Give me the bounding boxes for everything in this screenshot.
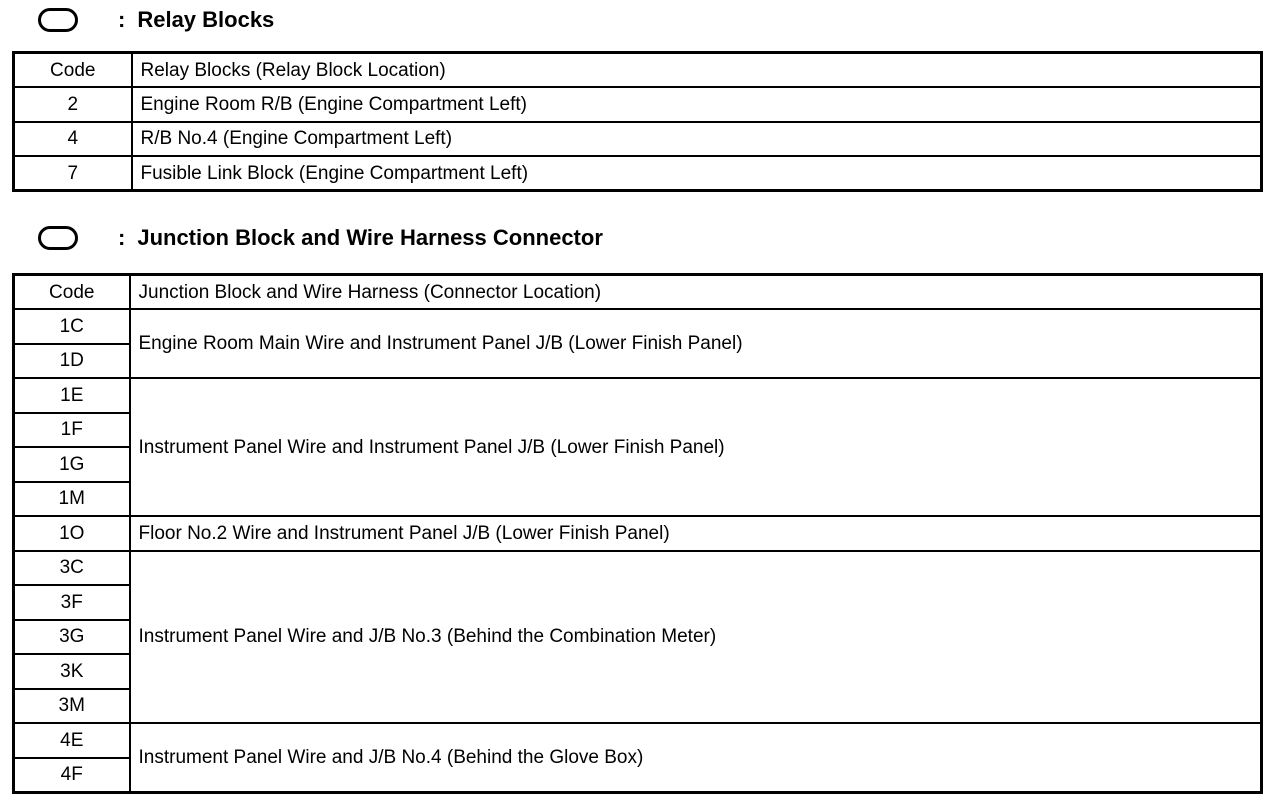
connector-location: Instrument Panel Wire and Instrument Panel J/B (Lower Finish Panel) <box>130 378 1262 516</box>
connector-code: 4F <box>14 758 130 793</box>
relay-location: Fusible Link Block (Engine Compartment Left) <box>132 156 1262 191</box>
connector-code: 3F <box>14 585 130 620</box>
code-header: Code <box>14 275 130 310</box>
connector-code: 3C <box>14 551 130 586</box>
connector-code: 4E <box>14 723 130 758</box>
table-row <box>14 516 1262 551</box>
junction-block-title: Junction Block and Wire Harness Connector <box>137 225 603 250</box>
connector-code: 1G <box>14 447 130 482</box>
location-header: Relay Blocks (Relay Block Location) <box>132 53 1262 88</box>
relay-blocks-table <box>12 51 1263 192</box>
code-header: Code <box>14 53 132 88</box>
table-row <box>14 551 1262 586</box>
table-row <box>14 156 1262 191</box>
connector-code: 3K <box>14 654 130 689</box>
relay-location: Engine Room R/B (Engine Compartment Left) <box>132 87 1262 122</box>
connector-location: Floor No.2 Wire and Instrument Panel J/B (Lower Finish Panel) <box>130 516 1262 551</box>
connector-code: 1M <box>14 482 130 517</box>
junction-block-table <box>12 273 1263 794</box>
relay-code: 7 <box>14 156 132 191</box>
connector-location: Engine Room Main Wire and Instrument Panel J/B (Lower Finish Panel) <box>130 309 1262 378</box>
table-row <box>14 378 1262 413</box>
table-row <box>14 723 1262 758</box>
connector-code: 1D <box>14 344 130 379</box>
connector-code: 1E <box>14 378 130 413</box>
junction-block-oval-icon <box>38 226 78 250</box>
relay-code: 2 <box>14 87 132 122</box>
relay-code: 4 <box>14 122 132 157</box>
connector-code: 1O <box>14 516 130 551</box>
connector-code: 3G <box>14 620 130 655</box>
location-header: Junction Block and Wire Harness (Connector Location) <box>130 275 1262 310</box>
table-row <box>14 122 1262 157</box>
connector-code: 1F <box>14 413 130 448</box>
heading-colon: : <box>118 7 126 32</box>
connector-location: Instrument Panel Wire and J/B No.4 (Behind the Glove Box) <box>130 723 1262 792</box>
connector-code: 1C <box>14 309 130 344</box>
table-row <box>14 87 1262 122</box>
connector-code: 3M <box>14 689 130 724</box>
heading-colon: : <box>118 225 126 250</box>
relay-blocks-title: Relay Blocks <box>137 7 275 32</box>
relay-block-oval-icon <box>38 8 78 32</box>
relay-location: R/B No.4 (Engine Compartment Left) <box>132 122 1262 157</box>
table-row <box>14 309 1262 344</box>
connector-location: Instrument Panel Wire and J/B No.3 (Behind the Combination Meter) <box>130 551 1262 724</box>
table-header-row <box>14 275 1262 310</box>
table-header-row <box>14 53 1262 88</box>
junction-block-heading <box>38 222 603 254</box>
relay-blocks-heading <box>38 4 274 36</box>
